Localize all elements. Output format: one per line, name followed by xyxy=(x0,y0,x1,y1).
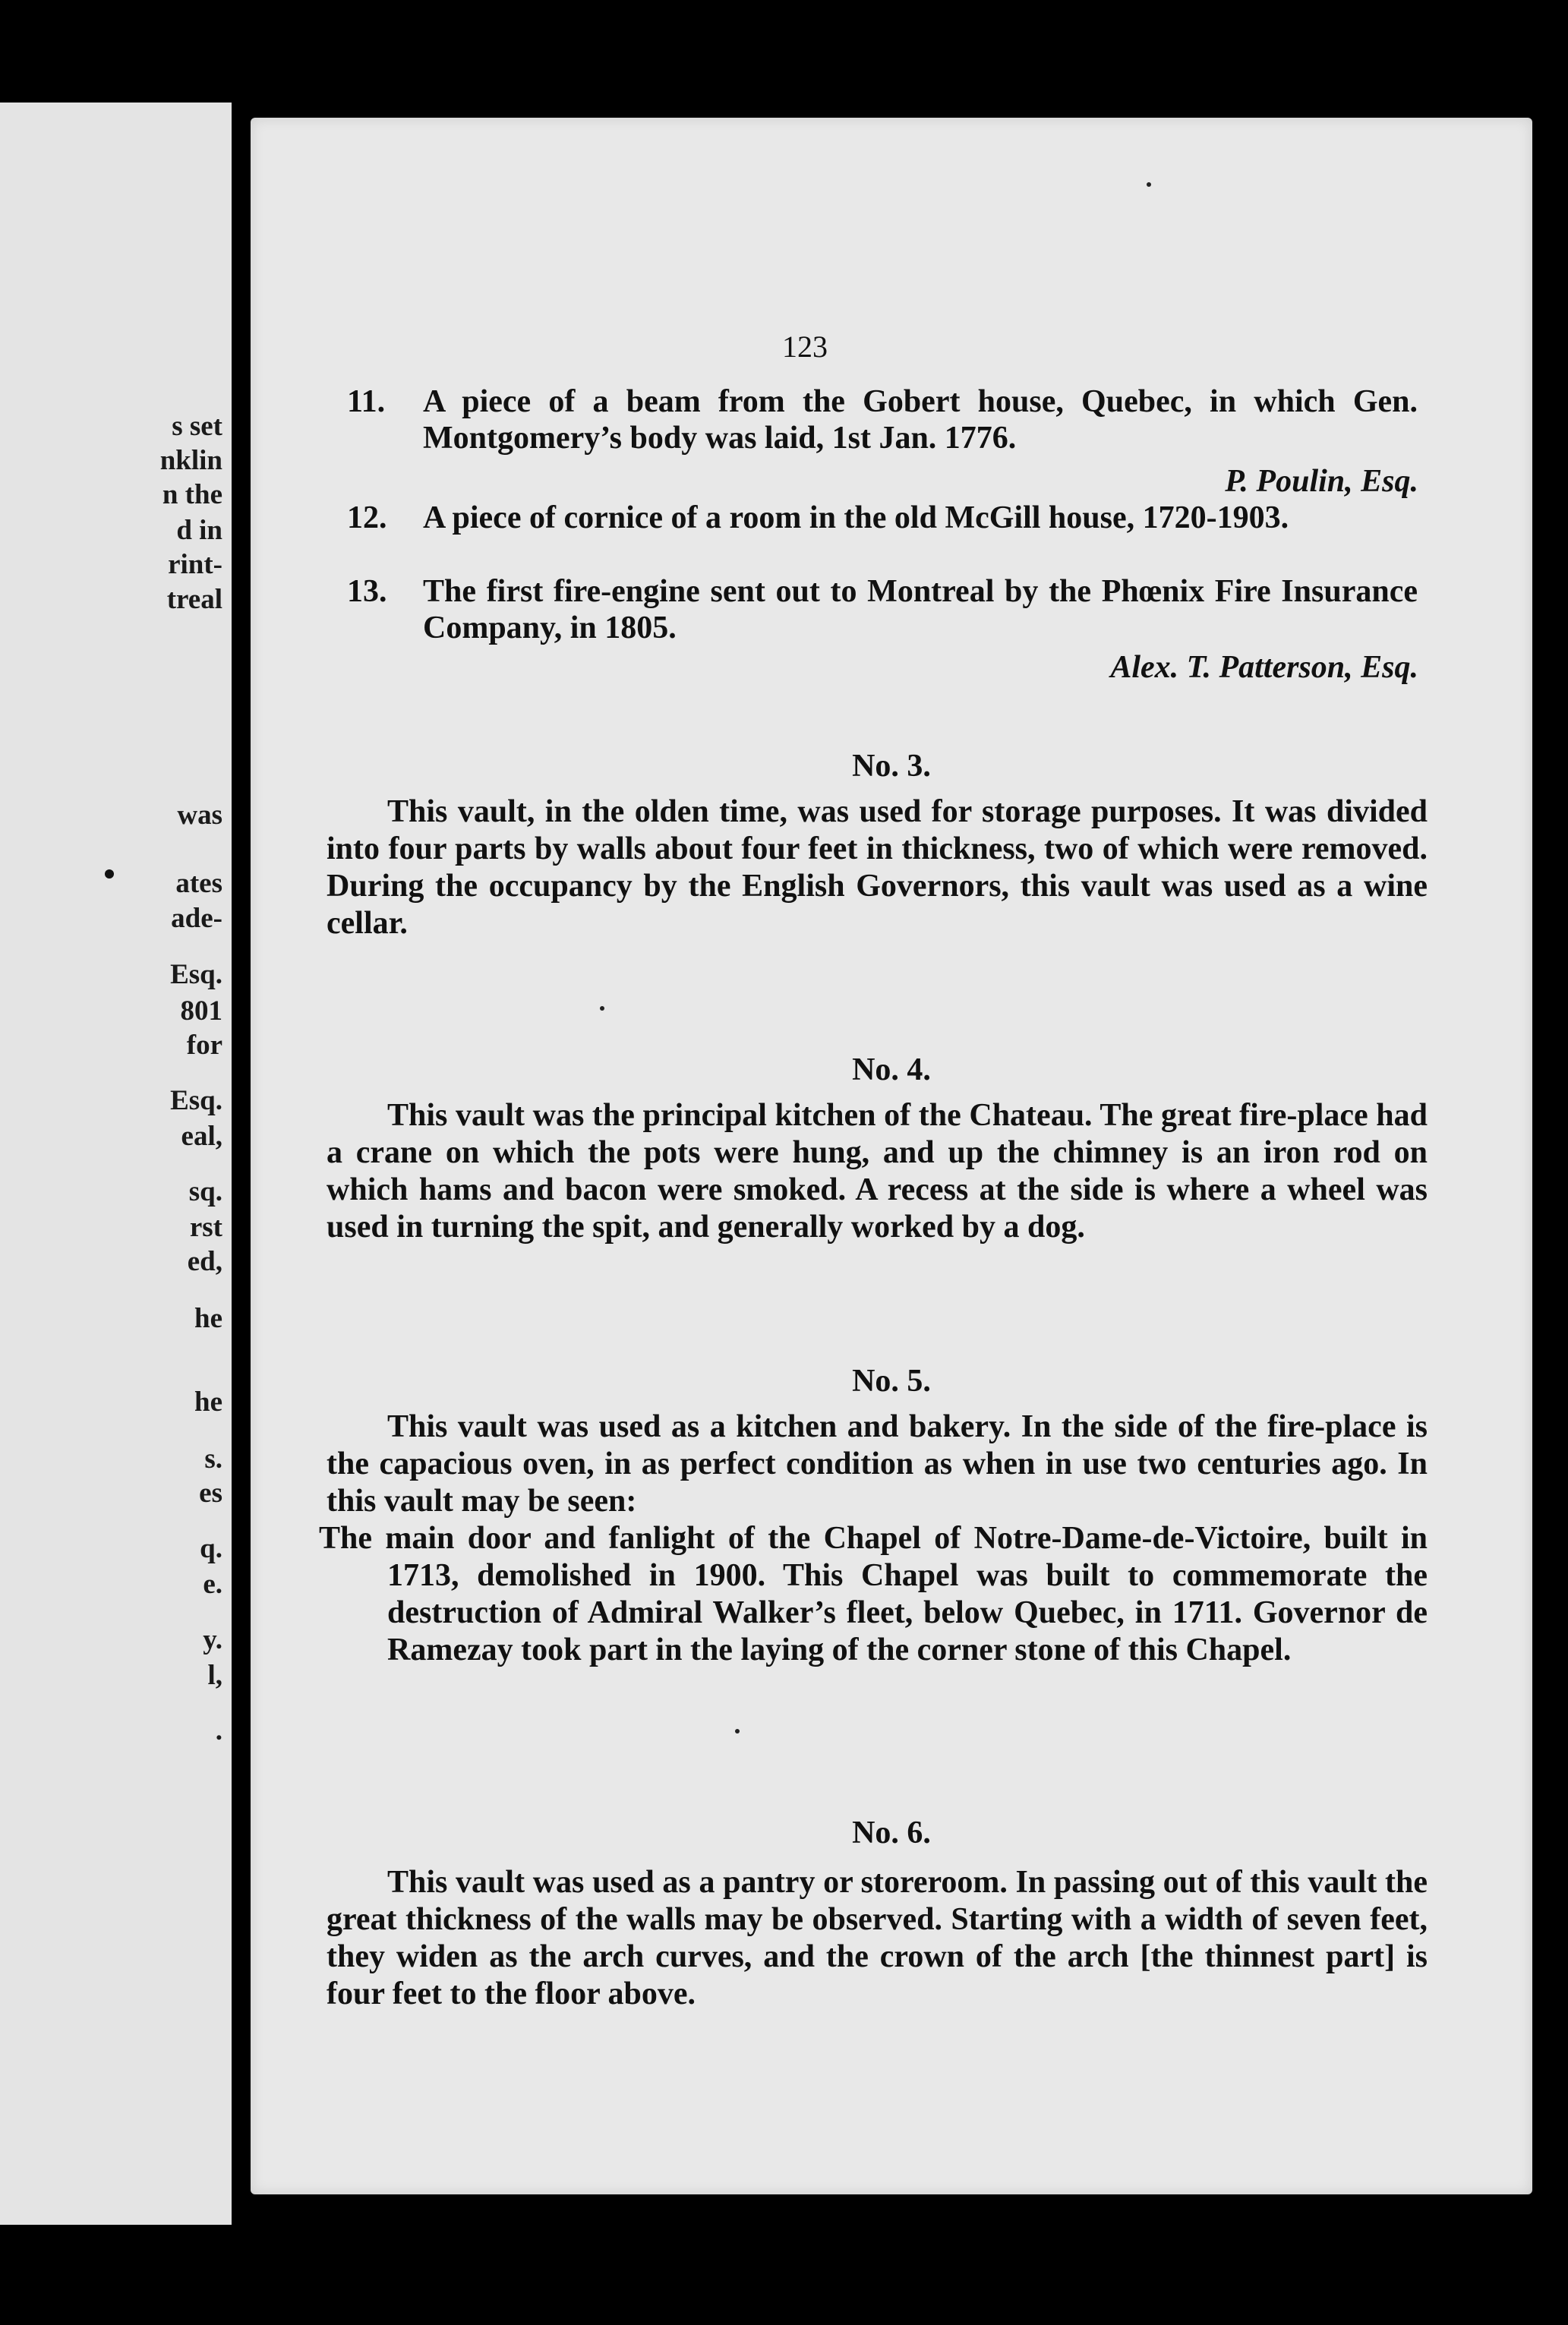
list-item xyxy=(347,573,1418,646)
ink-speck xyxy=(600,1006,604,1011)
left-page-line: y. xyxy=(203,1624,222,1655)
left-page-line: for xyxy=(186,1030,222,1061)
section-body: This vault, in the olden time, was used for storage purposes. It was divided into four parts by walls about four feet in thickness, two of which were removed. During the occupancy by the English Governors, this vault was used as a wine cellar. xyxy=(327,794,1428,941)
left-page-fragment xyxy=(0,103,232,2225)
left-page-line: Esq. xyxy=(170,1085,222,1116)
left-page-line: treal xyxy=(166,584,222,615)
ink-dot xyxy=(105,869,114,879)
left-page-line: Esq. xyxy=(170,959,222,990)
section-heading: No. 6. xyxy=(852,1816,931,1850)
left-page-line: d in xyxy=(176,515,222,546)
left-page-line: rst xyxy=(189,1212,222,1243)
left-page-line: ed, xyxy=(187,1246,222,1277)
page-number: 123 xyxy=(782,330,828,364)
section-heading: No. 5. xyxy=(852,1364,931,1399)
section-list-entry: The main door and fanlight of the Chapel of Notre-Dame-de-Victoire, built in 1713, demolished in 1900. This Chapel was built to commemorate the destruction of Admiral Walker’s fleet, below Quebec, in 1711. Governor de Ramezay took part in the laying of the corner stone of this Chapel. xyxy=(319,1521,1428,1667)
item-text: The first fire-engine sent out to Montreal by the Phœnix Fire Insurance Company, in 1805. xyxy=(423,574,1418,645)
section-body: This vault was used as a pantry or storeroom. In passing out of this vault the great thickness of the walls may be observed. Starting with a width of seven feet, they widen as the arch curves, and the crown of the arch [the thinnest part] is four feet to the floor above. xyxy=(327,1865,1428,2011)
section-body: This vault was the principal kitchen of the Chateau. The great fire-place had a crane on which the pots were hung, and up the chimney is an iron rod on which hams and bacon were smoked. A recess at the side is where a wheel was used in turning the spit, and generally worked by a dog. xyxy=(327,1098,1428,1245)
left-page-line: rint- xyxy=(168,549,222,580)
left-page-line: 801 xyxy=(180,995,222,1027)
left-page-line: s set xyxy=(172,411,222,442)
left-page-line: sq. xyxy=(188,1176,222,1207)
left-page-line: s. xyxy=(204,1443,222,1475)
item-attribution: Alex. T. Patterson, Esq. xyxy=(1110,650,1418,685)
item-attribution: P. Poulin, Esq. xyxy=(1225,464,1418,499)
left-page-line: ates xyxy=(175,868,222,899)
left-page-line: e. xyxy=(203,1569,222,1600)
item-text: A piece of cornice of a room in the old McGill house, 1720-1903. xyxy=(423,500,1289,535)
item-number: 11. xyxy=(347,384,386,419)
item-text: A piece of a beam from the Gobert house, Quebec, in which Gen. Montgomery’s body was laid, 1st Jan. 1776. xyxy=(423,384,1418,456)
left-page-line: es xyxy=(199,1478,222,1509)
section-heading: No. 3. xyxy=(852,749,931,784)
ink-speck xyxy=(1147,182,1151,187)
left-page-line: . xyxy=(215,1715,222,1746)
item-number: 12. xyxy=(347,500,387,535)
left-page-line: l, xyxy=(207,1660,222,1691)
left-page-line: n the xyxy=(162,479,222,510)
section-heading: No. 4. xyxy=(852,1052,931,1087)
book-page xyxy=(251,118,1532,2194)
left-page-line: ade- xyxy=(171,903,222,934)
left-page-line: he xyxy=(194,1303,222,1334)
section-body: This vault was used as a kitchen and bakery. In the side of the fire-place is the capacious oven, in as perfect condition as when in use two centuries ago. In this vault may be seen: xyxy=(327,1409,1428,1519)
left-page-line: nklin xyxy=(159,445,222,476)
ink-speck xyxy=(735,1729,740,1733)
list-item xyxy=(347,500,1418,536)
left-page-line: he xyxy=(194,1386,222,1418)
item-number: 13. xyxy=(347,574,387,609)
left-page-line: was xyxy=(177,800,222,831)
list-item xyxy=(347,383,1418,456)
left-page-line: q. xyxy=(200,1533,222,1564)
left-page-line: eal, xyxy=(181,1121,222,1152)
